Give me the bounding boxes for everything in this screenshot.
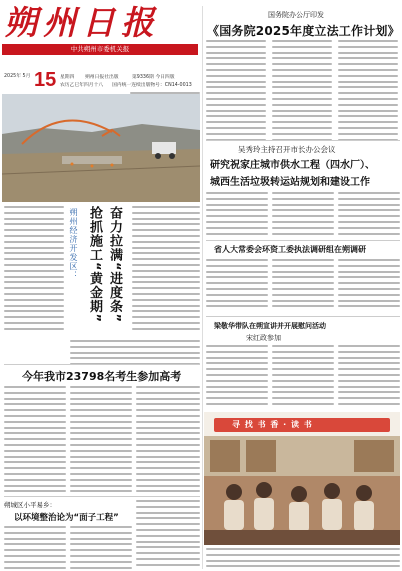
bookstore-sign: 寻 找 书 香 · 读 书: [232, 420, 313, 429]
bottom-headline: 以环境整治论为“面子工程”: [14, 513, 119, 523]
bottom-body-col2: [70, 526, 132, 570]
masthead-banner: 中共朔州市委机关报: [2, 44, 198, 55]
masthead-weekday: 星期四: [60, 75, 75, 80]
construction-photo: [2, 94, 200, 202]
feature-headline: 奋力拉满“进度条” 抢抓施工“黄金期”: [87, 206, 122, 324]
column-divider: [202, 6, 203, 569]
masthead-issue-no: 第9336期 今日四版: [132, 75, 175, 80]
water-headline-line2: 城西生活垃圾转运站规划和建设工作: [210, 177, 370, 188]
feature-headline-wrap: [84, 206, 128, 336]
exam-body-col1: [4, 386, 66, 492]
npc-body-col1: [206, 259, 268, 311]
exam-body-col3: [136, 386, 200, 492]
newspaper-logo: 朔州日报: [4, 3, 160, 42]
lead-kicker: 国务院办公厅印发: [268, 11, 324, 19]
exam-body-col2: [70, 386, 132, 492]
liang-body-col3: [338, 345, 400, 407]
npc-body-col3: [338, 259, 400, 311]
water-body-col2: [272, 192, 334, 238]
masthead-lunar: 农历乙巳年四月十八: [60, 83, 104, 88]
feature-body-col2: [132, 206, 200, 332]
liang-headline-line2: 宋红政参加: [246, 334, 281, 342]
bookstore-photo: [204, 412, 400, 545]
exam-headline: 今年我市23798名考生参加高考: [22, 370, 182, 383]
bottom-body-col1: [4, 526, 66, 570]
feature-side-label: 朔州经济开发区：: [69, 208, 78, 280]
lead-headline: 《国务院2025年度立法工作计划》: [207, 24, 400, 38]
section-rule-2: [206, 240, 400, 241]
photo-caption-lines: [206, 548, 400, 570]
section-rule-4: [4, 364, 200, 365]
bottom-kicker: 朔城区小平易乡：: [4, 501, 56, 509]
water-body-col3: [338, 192, 400, 238]
liang-body-col1: [206, 345, 268, 407]
masthead-day: 15: [34, 69, 57, 91]
liang-body-col2: [272, 345, 334, 407]
water-kicker: 吴秀玲主持召开市长办公会议: [238, 145, 336, 154]
masthead-issue-info: 朔州日报社出版: [85, 75, 119, 80]
npc-body-col2: [272, 259, 334, 311]
section-rule-1: [206, 140, 400, 141]
bottom-body-col3: [136, 500, 200, 570]
masthead-year-month: 2025年 5月: [4, 74, 31, 79]
liang-headline-line1: 梁敬华带队在朔宣讲并开展慰问活动: [214, 322, 326, 330]
masthead-cn-code: 国内统一连续出版物号：CN14-0013: [112, 83, 192, 88]
water-headline-line1: 研究祝家庄城市供水工程（四水厂）、: [210, 160, 375, 171]
section-rule-3: [206, 316, 400, 317]
npc-headline: 省人大常委会环资工委执法调研组在朔调研: [214, 245, 366, 254]
section-rule-5: [4, 496, 200, 497]
lead-body-col3: [338, 40, 398, 140]
lead-body-col1: [206, 40, 266, 140]
water-body-col1: [206, 192, 268, 238]
feature-body-col1: [4, 206, 64, 330]
lead-body-col2: [272, 40, 332, 140]
